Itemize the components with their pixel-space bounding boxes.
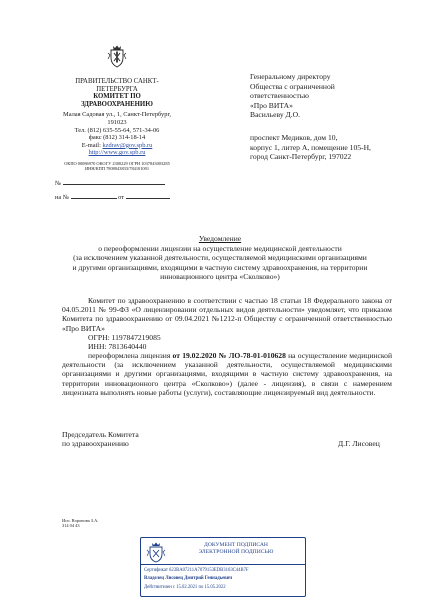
notice-line: инновационного центра «Сколково»)	[160, 272, 280, 282]
org-codes-1: ОКПО 00086970 ОКОГУ 2300229 ОГРН 1037843003285	[64, 160, 170, 166]
ref-no-label: №	[55, 180, 62, 187]
org-codes-2: ИНН/КПП 7808043833/784101001	[84, 166, 150, 172]
e-signature-stamp	[140, 537, 306, 597]
body-paragraph-2	[62, 351, 392, 397]
signature-position-line-1: Председатель Комитета	[62, 430, 139, 439]
stamp-emblem-icon	[145, 541, 167, 563]
stamp-owner: Владелец Лисовец Дмитрий Геннадьевич	[144, 576, 233, 582]
notice-title: Уведомление	[198, 234, 242, 243]
signatory-name: Д.Г. Лисовец	[338, 439, 380, 448]
coat-of-arms-emblem	[107, 45, 127, 69]
address-line: проспект Медиков, дом 10,	[250, 133, 338, 142]
org-email-line	[58, 142, 176, 150]
org-government: ПРАВИТЕЛЬСТВО САНКТ-ПЕТЕРБУРГА	[75, 78, 159, 93]
stamp-validity: Действителен с 15.02.2021 по 15.05.2022	[144, 584, 226, 590]
recipient-line: Васильеву Д.О.	[250, 110, 300, 120]
org-site-line	[58, 149, 176, 157]
ref-number-line	[55, 180, 165, 188]
body-inn: ИНН: 7813640440	[88, 342, 147, 351]
site-link[interactable]: http://www.gov.spb.ru	[88, 149, 146, 157]
stamp-divider	[141, 564, 305, 565]
body-ogrn: ОГРН: 1197847219085	[88, 333, 161, 342]
org-committee: КОМИТЕТ ПО ЗДРАВООХРАНЕНИЮ	[81, 93, 153, 108]
recipient-line: ответственностью	[250, 91, 309, 101]
org-address: Малая Садовая ул., 1, Санкт-Петербург, 191023	[63, 111, 171, 126]
org-phone: Тел. (812) 635-55-64, 571-34-06	[74, 126, 160, 134]
org-header	[58, 78, 176, 172]
notice-line: (за исключением указанной деятельности, осуществляемой медицинскими организациями	[73, 253, 367, 263]
ref-from-blank	[126, 198, 170, 199]
address-line: корпус 1, литер А, помещение 105-Н,	[250, 142, 371, 152]
body-paragraph-1: Комитет по здравоохранению в соответствии с частью 18 статьи 18 Федерального закона от 04.05.2011 № 99-ФЗ «О лицензировании отдельных видов деятельности» уведомляет, что приказом Комитета по здравоохранению от 09.04.2021 №1212-п Обществу с ограниченной ответственностью «Про ВИТА»	[62, 296, 392, 333]
recipient-line: «Про ВИТА»	[250, 100, 293, 110]
signature-position-line-2: по здравоохранению	[62, 439, 129, 449]
signature-position	[62, 430, 139, 448]
executor-phone: 314 04 43	[62, 523, 80, 529]
recipient-block	[250, 72, 400, 120]
para2-rest: на осуществление медицинской деятельности (за исключением указанной деятельности, осуществляемой медицинскими организациями и другими организациями, входящими в частную систему здравоохранения, на территории инновационного центра «Сколково») (далее - лицензия), в связи с намерением лицензиата выполнять новые работы (услуги), составляющие лицензируемый вид деятельности.	[62, 351, 393, 397]
stamp-title-line-1: ДОКУМЕНТ ПОДПИСАН	[204, 542, 268, 548]
ref-on-blank	[71, 198, 117, 199]
email-label: E-mail:	[81, 141, 101, 149]
ref-on-label: на №	[55, 194, 69, 201]
notice-heading	[40, 234, 400, 282]
notice-line: о переоформлении лицензии на осуществление медицинской деятельности	[98, 243, 342, 253]
executor-name: Исп. Воронова З.А.	[62, 518, 99, 523]
stamp-title	[169, 542, 303, 556]
stamp-certificate: Сертификат 623BA07211A7079153EDB3103C44B7F	[144, 568, 249, 573]
notice-line: и другими организациями, входящими в частную систему здравоохранения, на территории	[72, 262, 368, 272]
executor-block	[62, 518, 98, 529]
recipient-line: Общества с ограниченной	[250, 81, 335, 91]
license-number: от 19.02.2020 № ЛО-78-01-010628	[172, 351, 286, 360]
org-fax: факс (812) 314-18-14	[88, 134, 146, 142]
ref-no-blank	[63, 184, 165, 185]
ref-on-line	[55, 194, 170, 202]
para2-start: переоформлена лицензия	[88, 351, 173, 360]
email-link[interactable]: kzdrav@gov.spb.ru	[102, 141, 153, 149]
ref-from-label: от	[118, 194, 125, 201]
recipient-line: Генеральному директору	[250, 72, 331, 81]
stamp-title-line-2: ЭЛЕКТРОННОЙ ПОДПИСЬЮ	[198, 549, 274, 555]
recipient-address	[250, 133, 410, 162]
stamp-details	[144, 567, 304, 592]
address-line: город Санкт-Петербург, 197022	[250, 152, 352, 162]
